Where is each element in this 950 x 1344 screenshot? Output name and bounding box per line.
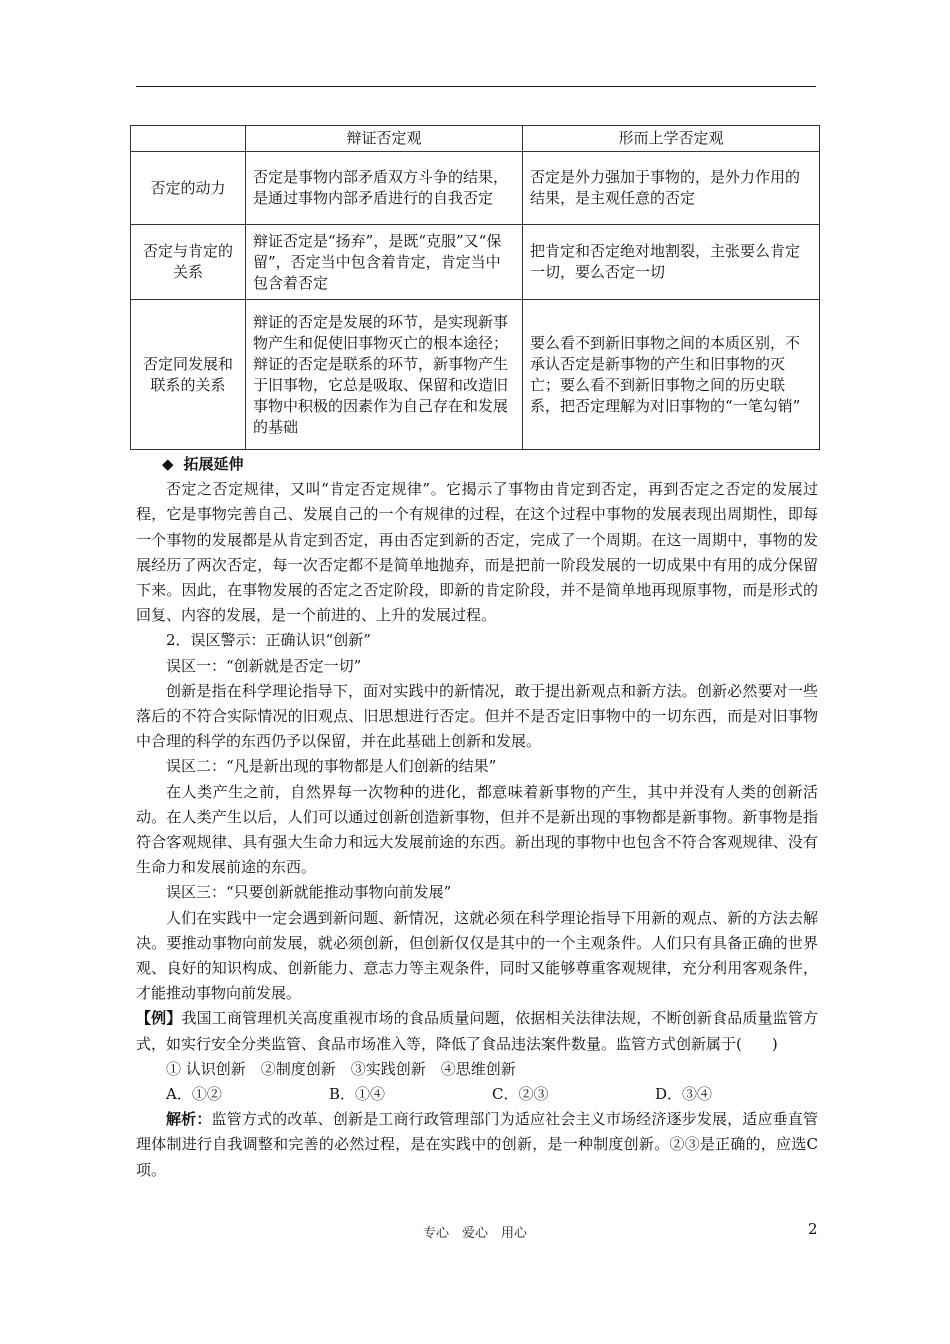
- row-label: 否定的动力: [131, 152, 246, 225]
- choice-c: C．②③: [492, 1085, 549, 1104]
- option-list: ① 认识创新 ②制度创新 ③实践创新 ④思维创新: [166, 1059, 516, 1078]
- table-row: [131, 300, 820, 450]
- misconception-title: 误区一：“创新就是否定一切”: [166, 656, 362, 675]
- dialectical-cell: 否定是事物内部矛盾双方斗争的结果，是通过事物内部矛盾进行的自我否定: [246, 152, 523, 225]
- section-heading: [136, 452, 818, 477]
- header-rule: [136, 86, 816, 87]
- misconception-title: 误区三：“只要创新就能推动事物向前发展”: [166, 883, 452, 902]
- item-heading: 2．误区警示：正确认识“创新”: [166, 631, 371, 650]
- comparison-table: [130, 125, 820, 450]
- choice-a: A．①②: [166, 1085, 222, 1104]
- choice-b: B．①④: [329, 1085, 386, 1104]
- paragraph: 创新是指在科学理论指导下，面对实践中的新情况，敢于提出新观点和新方法。创新必然要对一些落后的不符合实际情况的旧观点、旧思想进行否定。但并不是否定旧事物中的一切东西，而是对旧事物中合理的科学的东西仍予以保留，并在此基础上创新和发展。: [136, 681, 818, 751]
- analysis-label: 解析：: [166, 1110, 212, 1129]
- table-header-blank: [131, 126, 246, 152]
- paragraph: 在人类产生之前，自然界每一次物种的进化，都意味着新事物的产生，其中并没有人类的创新活动。在人类产生以后，人们可以通过创新创造新事物，但并不是新出现的事物都是新事物。新事物是指符合客观规律、具有强大生命力和远大发展前途的东西。新出现的事物中也包含不符合客观规律、没有生命力和发展前途的东西。: [136, 782, 818, 877]
- table-header-row: [131, 126, 820, 152]
- example-question: [136, 1006, 818, 1056]
- section-heading-text: 拓展延伸: [183, 455, 244, 473]
- table-row: [131, 152, 820, 225]
- question-text: 我国工商管理机关高度重视市场的食品质量问题，依据相关法律法规，不断创新食品质量监管方式，如实行安全分类监管、食品市场准入等，降低了食品违法案件数量。监管方式创新属于( ): [136, 1009, 818, 1053]
- paragraph: 人们在实践中一定会遇到新问题、新情况，这就必须在科学理论指导下用新的观点、新的方法去解决。要推动事物向前发展，就必须创新，但创新仅仅是其中的一个主观条件。人们只有具备正确的世界观、良好的知识构成、创新能力、意志力等主观条件，同时又能够尊重客观规律，充分利用客观条件，才能推动事物向前发展。: [136, 908, 818, 1003]
- metaphysical-cell: 否定是外力强加于事物的，是外力作用的结果，是主观任意的否定: [523, 152, 820, 225]
- dialectical-cell: 辩证的否定是发展的环节，是实现新事物产生和促使旧事物灭亡的根本途径；辩证的否定是联系的环节，新事物产生于旧事物，它总是吸取、保留和改造旧事物中积极的因素作为自己存在和发展的基础: [246, 300, 523, 450]
- table-header-metaphysical: 形而上学否定观: [523, 126, 820, 152]
- diamond-bullet-icon: ◆: [162, 455, 174, 473]
- row-label: 否定与肯定的关系: [131, 225, 246, 300]
- table-row: [131, 225, 820, 300]
- example-label: 【例】: [136, 1009, 182, 1028]
- dialectical-cell: 辩证否定是“扬弃”，是既“克服”又“保留”，否定当中包含着肯定，肯定当中包含着否定: [246, 225, 523, 300]
- metaphysical-cell: 要么看不到新旧事物之间的本质区别，不承认否定是新事物的产生和旧事物的灭亡；要么看不到新旧事物之间的历史联系，把否定理解为对旧事物的“一笔勾销”: [523, 300, 820, 450]
- choice-d: D．③④: [655, 1085, 713, 1104]
- table-header-dialectical: 辩证否定观: [246, 126, 523, 152]
- page-number: 2: [808, 1220, 818, 1238]
- analysis-text: 监管方式的改革、创新是工商行政管理部门为适应社会主义市场经济逐步发展，适应垂直管理体制进行自我调整和完善的必然过程，是在实践中的创新，是一种制度创新。②③是正确的，应选C项。: [136, 1110, 818, 1179]
- body-text: [136, 452, 818, 1183]
- misconception-title: 误区二：“凡是新出现的事物都是人们创新的结果”: [166, 757, 497, 776]
- analysis: [136, 1107, 818, 1183]
- metaphysical-cell: 把肯定和否定绝对地割裂，主张要么肯定一切，要么否定一切: [523, 225, 820, 300]
- page-footer: 专心 爱心 用心: [422, 1226, 527, 1241]
- answer-choices: [136, 1082, 818, 1107]
- paragraph: 否定之否定规律，又叫“肯定否定规律”。它揭示了事物由肯定到否定，再到否定之否定的发展过程，它是事物完善自己、发展自己的一个有规律的过程，在这个过程中事物的发展表现出周期性，即每一个事物的发展都是从肯定到否定，再由否定到新的否定，完成了一个周期。在这一周期中，事物的发展经历了两次否定，每一次否定都不是简单地抛弃，而是把前一阶段发展的一切成果中有用的成分保留下来。因此，在事物发展的否定之否定阶段，即新的肯定阶段，并不是简单地再现原事物，而是形式的回复、内容的发展，是一个前进的、上升的发展过程。: [136, 480, 818, 625]
- row-label: 否定同发展和联系的关系: [131, 300, 246, 450]
